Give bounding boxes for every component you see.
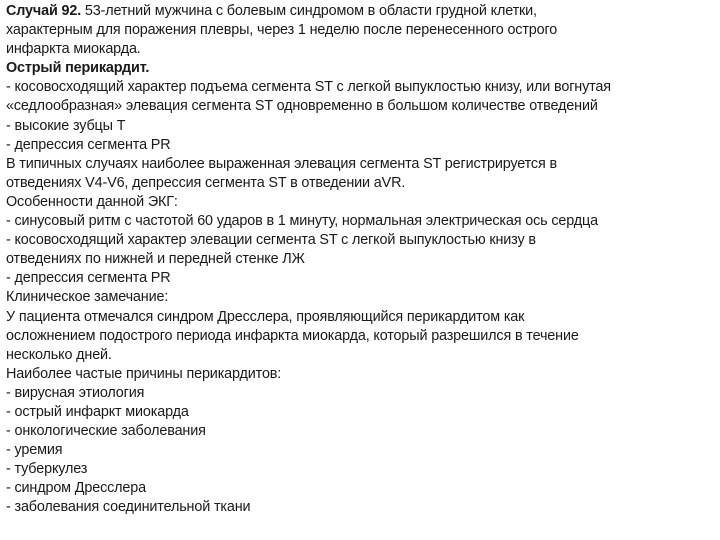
ecg-feature-item: - косовосходящий характер элевации сегмента ST с легкой выпуклостью книзу в [6, 232, 536, 249]
case-title-line [6, 2, 718, 21]
causes-heading: Наиболее частые причины перикардитов: [6, 365, 282, 382]
typical-text: отведениях V4-V6, депрессия сегмента ST в отведении aVR. [6, 174, 406, 191]
case-title-line-2: характерным для поражения плевры, через 1 неделю после перенесенного острого [6, 22, 558, 39]
case-text-body [6, 2, 718, 518]
diagnosis-finding: «седлообразная» элевация сегмента ST одновременно в большом количестве отведений [6, 98, 598, 115]
ecg-features-heading: Особенности данной ЭКГ: [6, 193, 178, 210]
clinical-note-heading: Клиническое замечание: [6, 289, 169, 306]
diagnosis-finding: - косовосходящий характер подъема сегмента ST с легкой выпуклостью книзу, или вогнутая [6, 79, 611, 96]
diagnosis-finding: - депрессия сегмента PR [6, 136, 171, 153]
case-title-text: 53-летний мужчина с болевым синдромом в области грудной клетки, [81, 3, 537, 19]
cause-item: - уремия [6, 442, 63, 459]
diagnosis-finding: - высокие зубцы T [6, 117, 126, 134]
cause-item: - заболевания соединительной ткани [6, 499, 251, 516]
case-number: Случай 92. [6, 3, 82, 19]
case-title-line-3: инфаркта миокарда. [6, 41, 141, 58]
ecg-feature-item: - синусовый ритм с частотой 60 ударов в 1 минуту, нормальная электрическая ось сердца [6, 213, 598, 230]
cause-item: - синдром Дресслера [6, 480, 146, 497]
typical-text: В типичных случаях наиболее выраженная элевация сегмента ST регистрируется в [6, 155, 557, 172]
cause-item: - туберкулез [6, 461, 88, 478]
clinical-note-text: У пациента отмечался синдром Дресслера, проявляющийся перикардитом как [6, 308, 525, 325]
clinical-note-text: осложнением подострого периода инфаркта миокарда, который разрешился в течение [6, 327, 579, 344]
cause-item: - онкологические заболевания [6, 423, 206, 440]
cause-item: - острый инфаркт миокарда [6, 403, 189, 420]
clinical-note-text: несколько дней. [6, 346, 112, 363]
cause-item: - вирусная этиология [6, 384, 145, 401]
ecg-feature-item: - депрессия сегмента PR [6, 270, 171, 287]
diagnosis-heading: Острый перикардит. [6, 60, 150, 77]
ecg-feature-item: отведениях по нижней и передней стенке ЛЖ [6, 251, 305, 268]
